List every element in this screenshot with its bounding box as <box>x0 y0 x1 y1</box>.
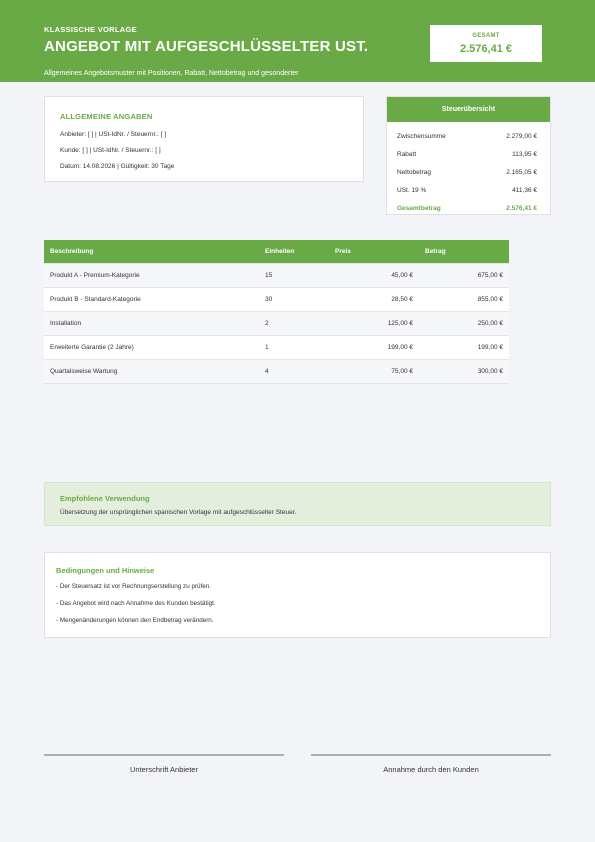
signature-line-provider <box>44 754 284 756</box>
cell-price: 45,00 € <box>329 263 419 287</box>
cell-units: 30 <box>259 287 329 311</box>
col-header-description: Beschreibung <box>50 247 94 255</box>
tax-row-value: 113,95 € <box>512 151 537 158</box>
table-row <box>44 287 509 311</box>
tax-row-grand-total <box>397 205 537 212</box>
table-row <box>44 359 509 383</box>
cell-description: Installation <box>44 311 259 335</box>
tax-row-label: Nettobetrag <box>397 169 431 176</box>
cell-description: Quartalsweise Wartung <box>44 359 259 383</box>
template-kicker: KLASSISCHE VORLAGE <box>44 25 137 34</box>
cell-amount: 300,00 € <box>419 359 509 383</box>
tax-row-discount <box>397 151 537 158</box>
tax-summary-card <box>386 96 551 215</box>
tax-row-value: 2.576,41 € <box>506 205 537 212</box>
tax-row-value: 411,36 € <box>512 187 537 194</box>
usage-text: Übersetzung der ursprünglichen spanischen Vorlage mit aufgeschlüsselter Steuer. <box>60 509 297 516</box>
header-banner <box>0 0 595 82</box>
cell-amount: 855,00 € <box>419 287 509 311</box>
tax-row-vat <box>397 187 537 194</box>
col-header-amount: Betrag <box>425 247 446 255</box>
cell-amount: 250,00 € <box>419 311 509 335</box>
cell-description: Erweiterte Garantie (2 Jahre) <box>44 335 259 359</box>
signature-line-customer <box>311 754 551 756</box>
table-row <box>44 335 509 359</box>
terms-item: - Mengenänderungen können den Endbetrag verändern. <box>56 617 214 624</box>
page-title: ANGEBOT MIT AUFGESCHLÜSSELTER UST. <box>44 38 369 55</box>
signature-label-provider: Unterschrift Anbieter <box>130 765 198 774</box>
tax-row-value: 2.165,05 € <box>506 169 537 176</box>
cell-units: 4 <box>259 359 329 383</box>
customer-line: Kunde: [ ] | USt-IdNr. / Steuernr.: [ ] <box>60 147 161 154</box>
cell-amount: 199,00 € <box>419 335 509 359</box>
line-items-table <box>44 240 509 384</box>
total-box <box>430 25 542 62</box>
table-header-row <box>44 240 509 263</box>
cell-price: 199,00 € <box>329 335 419 359</box>
table-row <box>44 311 509 335</box>
cell-units: 1 <box>259 335 329 359</box>
tax-row-label: Zwischensumme <box>397 133 446 140</box>
cell-price: 125,00 € <box>329 311 419 335</box>
terms-title: Bedingungen und Hinweise <box>56 566 155 575</box>
tax-row-label: Rabatt <box>397 151 417 158</box>
signature-label-customer: Annahme durch den Kunden <box>383 765 479 774</box>
date-line: Datum: 14.08.2026 | Gültigkeit: 30 Tage <box>60 163 175 170</box>
terms-item: - Der Steuersatz ist vor Rechnungserstellung zu prüfen. <box>56 583 212 590</box>
cell-amount: 675,00 € <box>419 263 509 287</box>
cell-price: 75,00 € <box>329 359 419 383</box>
general-info-card <box>44 96 364 182</box>
cell-description: Produkt B - Standard-Kategorie <box>44 287 259 311</box>
tax-row-label: Gesamtbetrag <box>397 205 441 212</box>
recommended-usage-box <box>44 482 551 526</box>
cell-price: 28,50 € <box>329 287 419 311</box>
total-label: GESAMT <box>472 33 500 39</box>
tax-row-subtotal <box>397 133 537 140</box>
tax-row-value: 2.279,00 € <box>506 133 537 140</box>
cell-description: Produkt A - Premium-Kategorie <box>44 263 259 287</box>
usage-title: Empfohlene Verwendung <box>60 494 150 503</box>
col-header-units: Einheiten <box>265 247 295 255</box>
page-subtitle: Allgemeines Angebotsmuster mit Positionen, Rabatt, Nettobetrag und gesonderter <box>44 70 299 77</box>
general-info-title: ALLGEMEINE ANGABEN <box>60 112 153 121</box>
tax-summary-title: Steuerübersicht <box>387 97 550 122</box>
terms-card <box>44 552 551 638</box>
total-value: 2.576,41 € <box>460 43 512 55</box>
terms-item: - Das Angebot wird nach Annahme des Kunden bestätigt. <box>56 600 216 607</box>
col-header-price: Preis <box>335 247 351 255</box>
table-row <box>44 263 509 287</box>
tax-row-label: USt. 19 % <box>397 187 427 194</box>
provider-line: Anbieter: [ ] | USt-IdNr. / Steuernr.: [ ] <box>60 131 167 138</box>
tax-row-net <box>397 169 537 176</box>
cell-units: 2 <box>259 311 329 335</box>
cell-units: 15 <box>259 263 329 287</box>
